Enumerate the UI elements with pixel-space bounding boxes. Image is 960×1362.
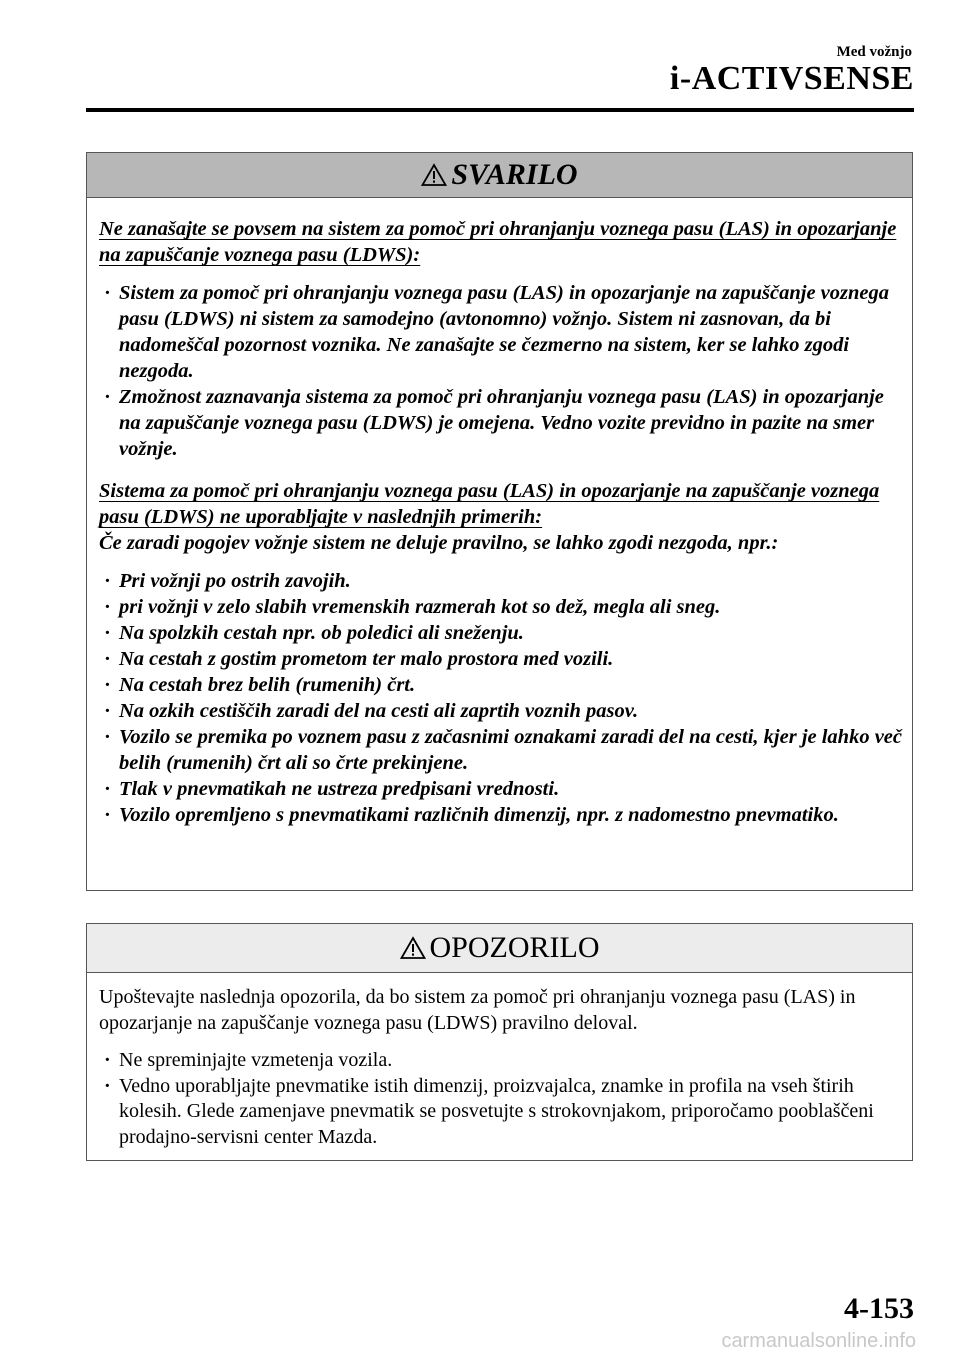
list-item: · Vedno uporabljajte pnevmatike istih dimenzij, proizvajalca, znamke in profila na vseh štirih kolesih. Glede zamenjave pnevmatik se posvetujte s strokovnjakom, priporočamo pooblaščeni prodajno-servisni center Mazda. [99, 1074, 902, 1151]
caution-list [99, 1048, 902, 1150]
list-item: · pri vožnji v zelo slabih vremenskih razmerah kot so dež, megla ali sneg. [99, 594, 902, 620]
caution-body [87, 973, 912, 1150]
warning-box [86, 152, 913, 891]
warning-triangle-icon [421, 163, 447, 187]
watermark[interactable]: carmanualsonline.info [721, 1330, 916, 1352]
warning-intro: Ne zanašajte se povsem na sistem za pomoč pri ohranjanju voznega pasu (LAS) in opozarjanje na zapuščanje voznega pasu (LDWS): [99, 218, 897, 266]
warning-body [87, 198, 912, 828]
caution-box [86, 923, 913, 1161]
list-item: · Pri vožnji po ostrih zavojih. [99, 568, 902, 594]
list-item: · Tlak v pnevmatikah ne ustreza predpisani vrednosti. [99, 776, 902, 802]
page-number: 4-153 [844, 1292, 914, 1325]
warning-list-1 [99, 280, 902, 462]
warning-title: SVARILO [451, 158, 578, 191]
warning-header [87, 153, 912, 198]
list-item: · Na ozkih cestiščih zaradi del na cesti ali zaprtih voznih pasov. [99, 698, 902, 724]
list-item: · Na cestah z gostim prometom ter malo prostora med vozili. [99, 646, 902, 672]
list-item: · Vozilo opremljeno s pnevmatikami različnih dimenzij, npr. z nadomestno pnevmatiko. [99, 802, 902, 828]
header-rule [86, 108, 914, 112]
list-item: · Ne spreminjajte vzmetenja vozila. [99, 1048, 902, 1074]
list-item: · Na cestah brez belih (rumenih) črt. [99, 672, 902, 698]
list-item: · Na spolzkih cestah npr. ob poledici ali snežen​ju. [99, 620, 902, 646]
list-item: · Sistem za pomoč pri ohranjanju voznega pasu (LAS) in opozarjanje na zapuščanje voznega pasu (LDWS) ni sistem za samodejno (avtonomno) vožnjo. Sistem ni zasnovan, da bi nadomeščal pozornost voznika. Ne zanašajte se čezmerno na sistem, ker se lahko zgodi nezgoda. [99, 280, 902, 384]
warning-conditions-note: Če zaradi pogojev vožnje sistem ne deluje pravilno, se lahko zgodi nezgoda, npr.: [99, 532, 779, 554]
caution-title: OPOZORILO [429, 931, 600, 964]
section-label: Med vožnjo [836, 44, 912, 60]
chapter-title: i-ACTIVSENSE [669, 60, 914, 97]
caution-intro: Upoštevajte naslednja opozorila, da bo sistem za pomoč pri ohranjanju voznega pasu (LAS) in opozarjanje na zapuščanje voznega pasu (LDWS) pravilno deloval. [99, 986, 856, 1034]
caution-header [87, 924, 912, 973]
warning-triangle-icon [400, 936, 426, 960]
warning-conditions-heading: Sistema za pomoč pri ohranjanju voznega pasu (LAS) in opozarjanje na zapuščanje voznega pasu (LDWS) ne uporabljajte v naslednjih primerih: [99, 480, 880, 528]
warning-list-2 [99, 568, 902, 828]
list-item: · Zmožnost zaznavanja sistema za pomoč pri ohranjanju voznega pasu (LAS) in opozarjanje na zapuščanje voznega pasu (LDWS) je omejena. Vedno vozite previdno in pazite na smer vožnje. [99, 384, 902, 462]
list-item: · Vozilo se premika po voznem pasu z začasnimi oznakami zaradi del na cesti, kjer je lahko več belih (rumenih) črt ali so črte prekinjene. [99, 724, 902, 776]
